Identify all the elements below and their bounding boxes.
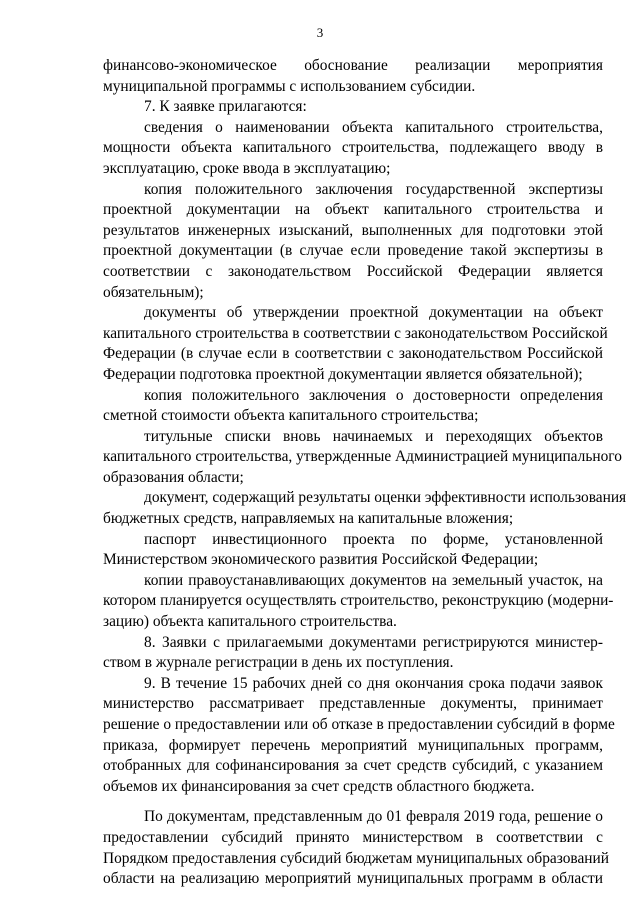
text-line: предоставлении субсидий принято министерством в соответствии с [103, 828, 603, 846]
text-line: капитального строительства в соответствии с законодательством Российской [103, 324, 608, 342]
text-line: мощности объекта капитального строительства, подлежащего вводу в [103, 139, 603, 157]
text-line: копия положительного заключения о достоверности определения [144, 386, 603, 404]
text-line: документ, содержащий результаты оценки эффективности использования [144, 489, 627, 507]
text-line: титульные списки вновь начинаемых и переходящих объектов [144, 427, 603, 445]
text-line: сметной стоимости объекта капитального строительства; [103, 407, 479, 425]
text-line: По документам, представленным до 01 февраля 2019 года, решение о [144, 808, 603, 826]
paragraph-gap [103, 797, 603, 807]
text-line: результатов инженерных изысканий, выполненных для подготовки этой [103, 221, 603, 239]
text-line: Министерством экономического развития Российской Федерации; [103, 551, 539, 569]
text-line: решение о предоставлении или об отказе в предоставлении субсидий в форме [103, 716, 615, 733]
text-line: сведения о наименовании объекта капитального строительства, [144, 118, 603, 136]
text-line: приказа, формирует перечень мероприятий муниципальных программ, [103, 736, 603, 754]
text-line: 7. К заявке прилагаются: [144, 98, 307, 116]
text-line: 9. В течение 15 рабочих дней со дня окончания срока подачи заявок [144, 674, 603, 692]
text-line: муниципальной программы с использованием субсидии. [103, 77, 476, 95]
text-line: зацию) объекта капитального строительства. [103, 613, 397, 631]
text-line: бюджетных средств, направляемых на капитальные вложения; [103, 510, 514, 528]
text-line: соответствии с законодательством Российской Федерации является [103, 262, 603, 280]
text-line: образования области; [103, 468, 244, 486]
text-line: проектной документации на объект капитального строительства и [103, 201, 603, 219]
text-line: объемов их финансирования за счет средств областного бюджета. [103, 777, 535, 795]
text-line: обязательным); [103, 283, 204, 301]
text-line: документы об утверждении проектной документации на объект [144, 304, 603, 322]
text-line: отобранных для софинансирования за счет средств субсидий, с указанием [103, 757, 603, 775]
text-line: Федерации (в случае если в соответствии с законодательством Российской [103, 345, 603, 363]
text-line: паспорт инвестиционного проекта по форме, установленной [144, 530, 603, 548]
text-line: Порядком предоставления субсидий бюджетам муниципальных образований [103, 849, 610, 867]
text-line: капитального строительства, утвержденные Администрацией муниципального [103, 448, 622, 466]
text-line: министерство рассматривает представленные документы, принимает [103, 695, 603, 713]
text-line: 8. Заявки с прилагаемыми документами регистрируются министер- [144, 633, 603, 651]
text-line: эксплуатацию, сроке ввода в эксплуатацию; [103, 159, 391, 177]
document-body-text [103, 56, 627, 890]
text-line: области на реализацию мероприятий муниципальных программ в области [103, 870, 603, 888]
text-line: проектной документации (в случае если проведение такой экспертизы в [103, 242, 603, 260]
text-line: ством в журнале регистрации в день их поступления. [103, 654, 454, 672]
text-line: котором планируется осуществлять строительство, реконструкцию (модерни- [103, 592, 614, 610]
text-line: копия положительного заключения государственной экспертизы [144, 180, 603, 198]
text-line: финансово-экономическое обоснование реализации мероприятия [103, 57, 603, 74]
text-line: копии правоустанавливающих документов на земельный участок, на [144, 571, 603, 589]
text-line: Федерации подготовка проектной документации является обязательной); [103, 365, 583, 383]
page-number: 3 [316, 25, 324, 40]
